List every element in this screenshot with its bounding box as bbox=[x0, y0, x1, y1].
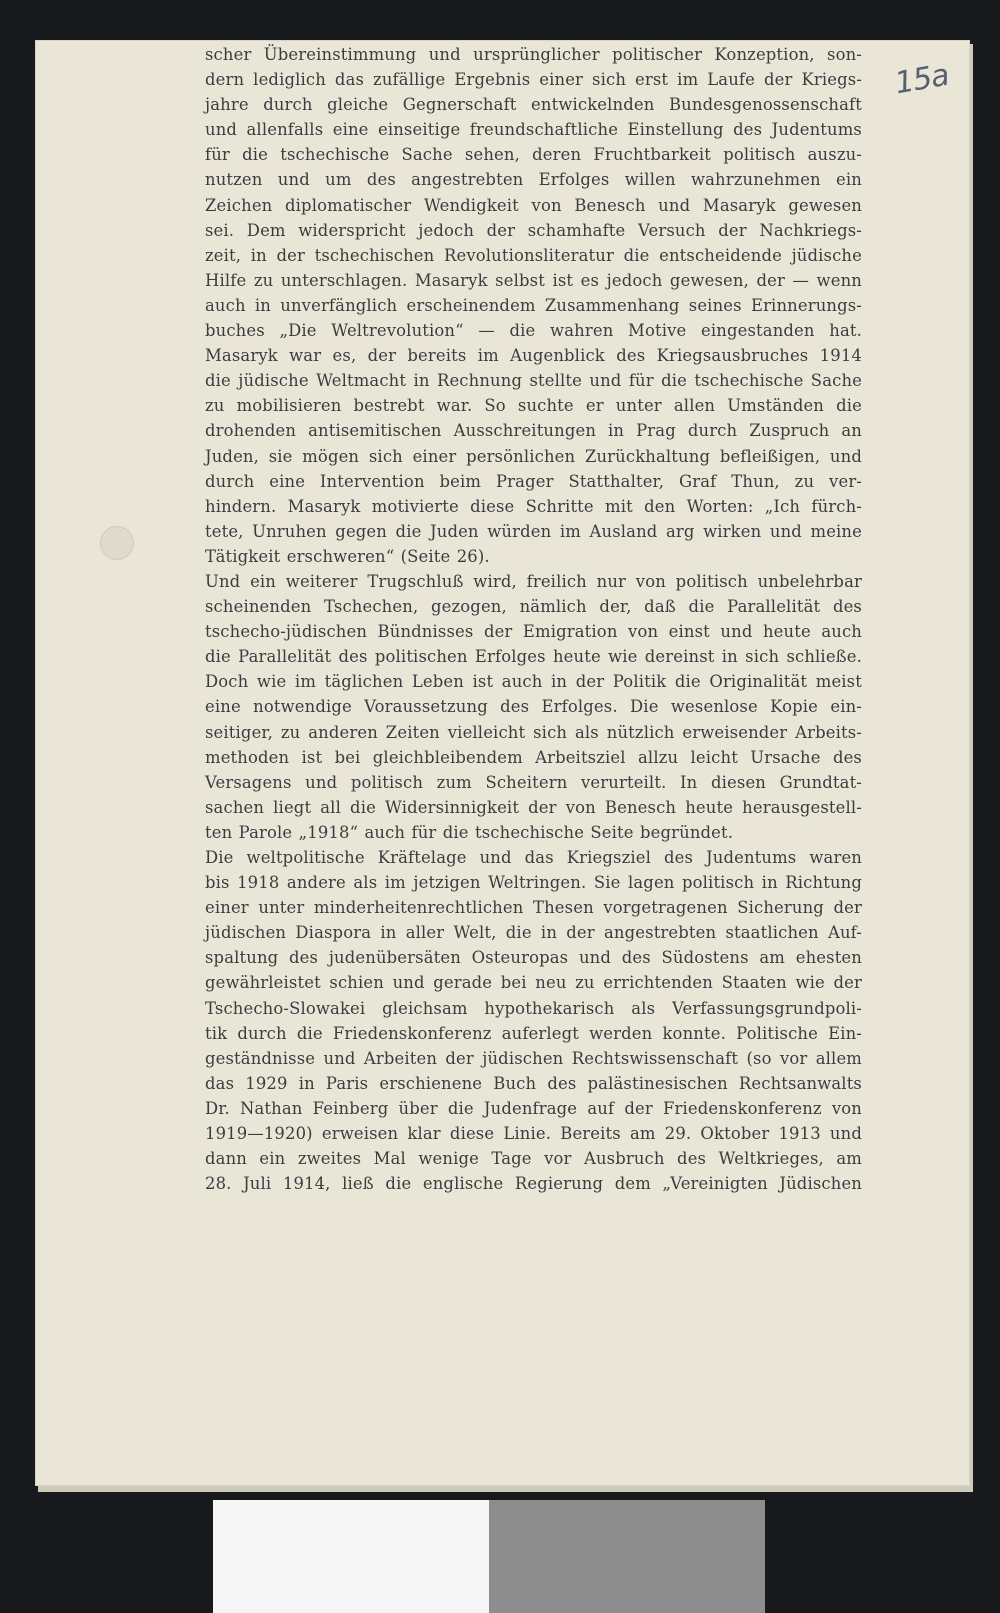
text-line: tik durch die Friedenskonferenz auferlegt werden konnte. Politische Ein- bbox=[205, 1023, 862, 1043]
punch-hole bbox=[100, 526, 134, 560]
text-line: geständnisse und Arbeiten der jüdischen Rechtswissenschaft (so vor allem bbox=[205, 1048, 862, 1068]
text-line: Dr. Nathan Feinberg über die Judenfrage auf der Friedenskonferenz von bbox=[205, 1098, 862, 1118]
text-line: tete, Unruhen gegen die Juden würden im Ausland arg wirken und meine bbox=[205, 521, 862, 541]
text-line: Masaryk war es, der bereits im Augenblick des Kriegsausbruches 1914 bbox=[205, 346, 862, 366]
text-line: scher Übereinstimmung und ursprünglicher politischer Konzeption, son- bbox=[205, 45, 862, 64]
text-line: jahre durch gleiche Gegnerschaft entwickelnden Bundesgenossenschaft bbox=[205, 95, 862, 115]
text-line: Hilfe zu unterschlagen. Masaryk selbst ist es jedoch gewesen, der — wenn bbox=[205, 270, 862, 290]
text-line: sachen liegt all die Widersinnigkeit der von Benesch heute herausgestell- bbox=[205, 797, 862, 817]
text-line: zu mobilisieren bestrebt war. So suchte er unter allen Umständen die bbox=[205, 396, 862, 416]
text-line: dann ein zweites Mal wenige Tage vor Ausbruch des Weltkrieges, am bbox=[205, 1149, 862, 1169]
text-line: dern lediglich das zufällige Ergebnis einer sich erst im Laufe der Kriegs- bbox=[205, 70, 862, 90]
body-text bbox=[205, 42, 862, 1196]
text-line: Zeichen diplomatischer Wendigkeit von Benesch und Masaryk gewesen bbox=[205, 195, 862, 215]
text-line: spaltung des judenübersäten Osteuropas und des Südostens am ehesten bbox=[205, 948, 862, 968]
text-line: seitiger, zu anderen Zeiten vielleicht sich als nützlich erweisender Arbeits- bbox=[205, 722, 862, 742]
text-line: gewährleistet schien und gerade bei neu zu errichtenden Staaten wie der bbox=[205, 973, 862, 993]
color-calibration-white bbox=[213, 1500, 489, 1613]
text-line: Tschecho-Slowakei gleichsam hypothekarisch als Verfassungsgrundpoli- bbox=[205, 998, 862, 1018]
text-line: tschecho-jüdischen Bündnisses der Emigration von einst und heute auch bbox=[205, 622, 862, 642]
text-line: hindern. Masaryk motivierte diese Schritte mit den Worten: „Ich fürch- bbox=[205, 496, 862, 516]
text-line: bis 1918 andere als im jetzigen Weltringen. Sie lagen politisch in Richtung bbox=[205, 873, 862, 893]
page-number-annotation: 15a bbox=[892, 57, 952, 102]
text-line: zeit, in der tschechischen Revolutionsliteratur die entscheidende jüdische bbox=[205, 245, 862, 265]
text-line: sei. Dem widerspricht jedoch der schamhafte Versuch der Nachkriegs- bbox=[205, 220, 862, 240]
text-line: und allenfalls eine einseitige freundschaftliche Einstellung des Judentums bbox=[205, 120, 862, 140]
text-line: buches „Die Weltrevolution“ — die wahren Motive eingestanden hat. bbox=[205, 321, 862, 341]
text-line: scheinenden Tschechen, gezogen, nämlich der, daß die Parallelität des bbox=[205, 597, 862, 617]
text-line: das 1929 in Paris erschienene Buch des palästinesischen Rechtsanwalts bbox=[205, 1073, 862, 1093]
text-line: 1919—1920) erweisen klar diese Linie. Bereits am 29. Oktober 1913 und bbox=[205, 1124, 862, 1144]
text-line: jüdischen Diaspora in aller Welt, die in der angestrebten staatlichen Auf- bbox=[205, 923, 862, 943]
text-line: Versagens und politisch zum Scheitern verurteilt. In diesen Grundtat- bbox=[205, 772, 862, 792]
text-line: ten Parole „1918“ auch für die tschechische Seite begründet. bbox=[205, 822, 734, 842]
color-calibration-gray bbox=[489, 1500, 765, 1613]
text-line: Die weltpolitische Kräftelage und das Kriegsziel des Judentums waren bbox=[205, 848, 862, 867]
text-line: durch eine Intervention beim Prager Statthalter, Graf Thun, zu ver- bbox=[205, 471, 862, 491]
text-line: Und ein weiterer Trugschluß wird, freilich nur von politisch unbelehrbar bbox=[205, 571, 862, 591]
text-line: 28. Juli 1914, ließ die englische Regierung dem „Vereinigten Jüdischen bbox=[205, 1174, 862, 1194]
text-line: methoden ist bei gleichbleibendem Arbeitsziel allzu leicht Ursache des bbox=[205, 747, 862, 767]
text-line: die Parallelität des politischen Erfolges heute wie dereinst in sich schließe. bbox=[205, 647, 862, 667]
text-line: Tätigkeit erschweren“ (Seite 26). bbox=[205, 546, 490, 566]
text-line: auch in unverfänglich erscheinendem Zusammenhang seines Erinnerungs- bbox=[205, 295, 862, 315]
text-line: eine notwendige Voraussetzung des Erfolges. Die wesenlose Kopie ein- bbox=[205, 697, 862, 717]
text-line: drohenden antisemitischen Ausschreitungen in Prag durch Zuspruch an bbox=[205, 421, 862, 441]
text-line: Doch wie im täglichen Leben ist auch in der Politik die Originalität meist bbox=[205, 672, 862, 692]
text-line: nutzen und um des angestrebten Erfolges willen wahrzunehmen ein bbox=[205, 170, 862, 190]
text-line: für die tschechische Sache sehen, deren Fruchtbarkeit politisch auszu- bbox=[205, 145, 862, 165]
text-line: die jüdische Weltmacht in Rechnung stellte und für die tschechische Sache bbox=[205, 371, 862, 391]
text-line: einer unter minderheitenrechtlichen Thesen vorgetragenen Sicherung der bbox=[205, 898, 862, 918]
text-line: Juden, sie mögen sich einer persönlichen Zurückhaltung befleißigen, und bbox=[205, 446, 862, 466]
